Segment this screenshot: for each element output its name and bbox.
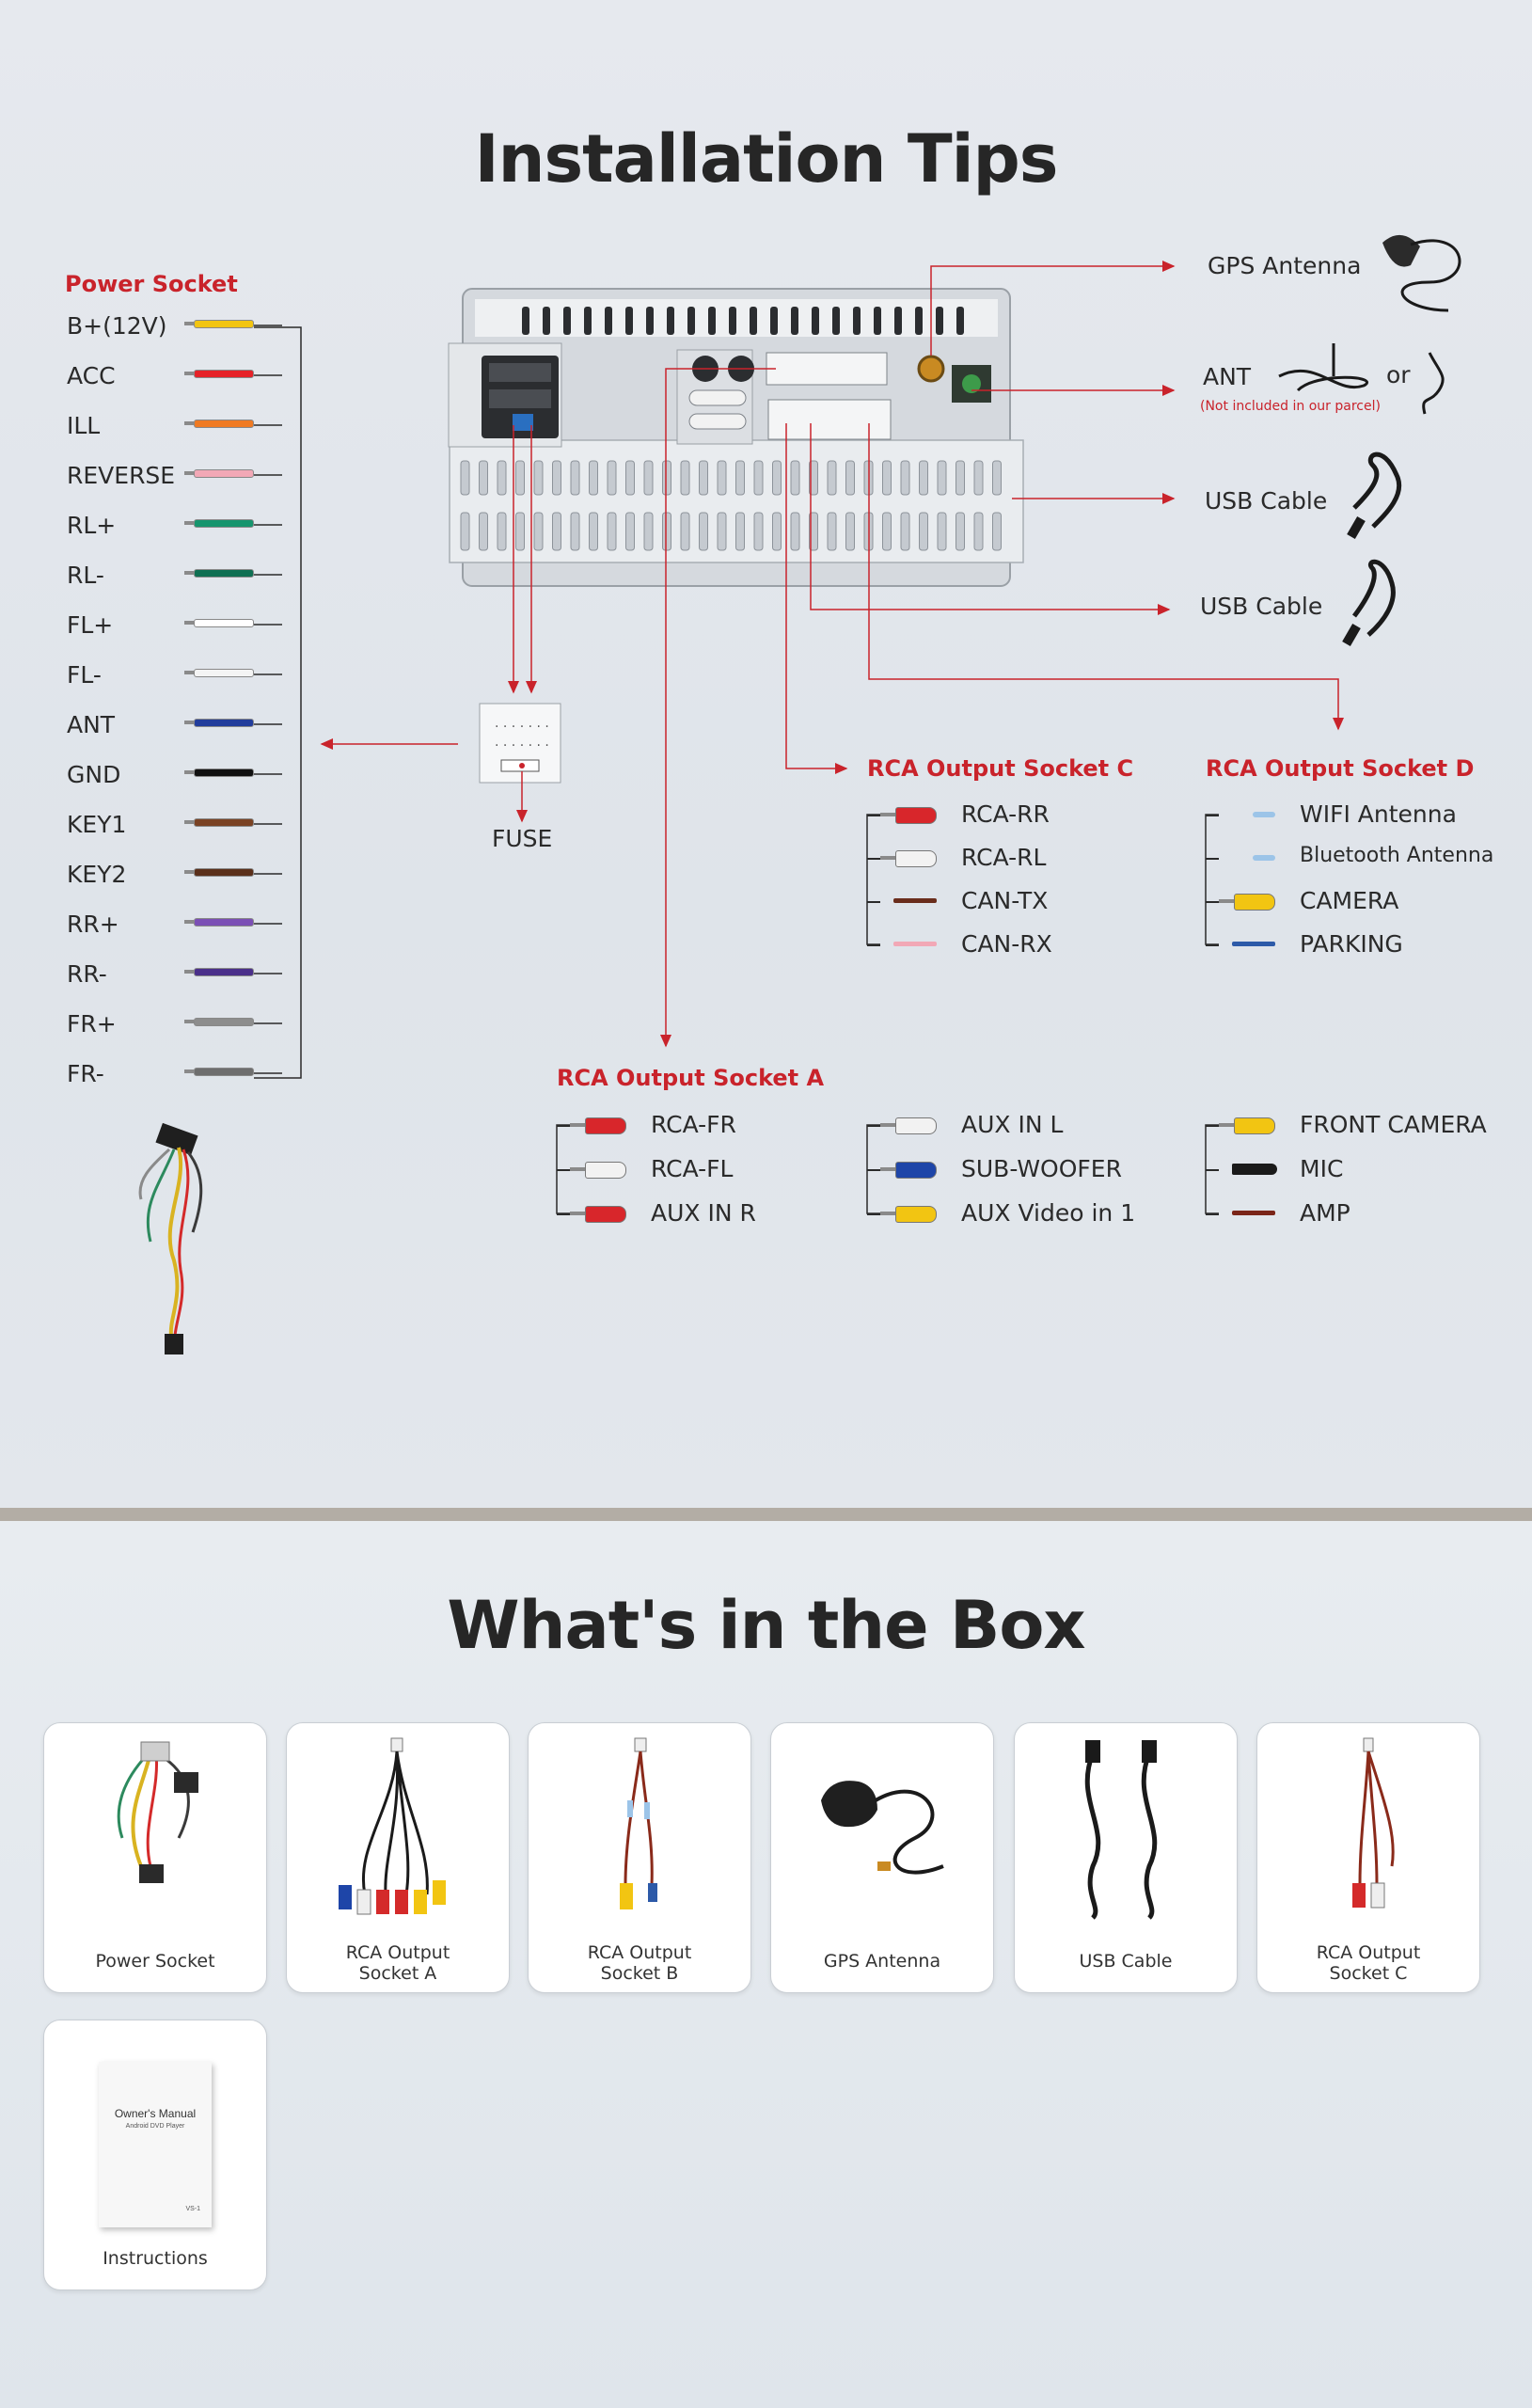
box-item-card	[43, 2020, 267, 2290]
bracket-tick	[867, 1169, 880, 1171]
ant-or-label: or	[1386, 361, 1411, 388]
socket-d-title: RCA Output Socket D	[1206, 755, 1475, 782]
socket-item-row	[880, 887, 1191, 914]
socket-item-label: CAN-RX	[961, 930, 1052, 958]
power-wire-label: RL-	[67, 562, 104, 589]
socket-item-row	[1219, 844, 1529, 867]
socket-item-label: RCA-FL	[651, 1155, 734, 1182]
bracket-tick	[867, 944, 880, 946]
socket-item-label: CAMERA	[1300, 887, 1399, 914]
socket-item-row	[880, 1111, 1191, 1138]
power-wire-label: B+(12V)	[67, 312, 167, 340]
socket-item-label: RCA-RL	[961, 844, 1047, 871]
socket-item-row	[1219, 800, 1529, 828]
manual-code: VS-1	[185, 2206, 200, 2212]
rca-socket-c-icon	[1257, 1735, 1479, 1927]
usb-cable-graphic-1	[1347, 454, 1399, 539]
svg-text:. . . . . . .: . . . . . . .	[495, 716, 549, 731]
socket-item-label: MIC	[1300, 1155, 1344, 1182]
rca-plug-body	[585, 1162, 626, 1179]
rca-plug-body	[1234, 1117, 1275, 1134]
wire-lead-icon	[893, 942, 937, 946]
usb-cable-label-1: USB Cable	[1205, 487, 1328, 515]
box-item-label: Instructions	[103, 2248, 208, 2269]
box-item-label-line2: Socket A	[358, 1963, 437, 1984]
usb-cable-icon	[1015, 1735, 1237, 1927]
box-item-card	[286, 1722, 510, 1993]
bracket-tick	[557, 1125, 570, 1127]
manual-icon	[99, 2062, 212, 2227]
box-item-card	[1014, 1722, 1238, 1993]
rca-plug-body	[895, 850, 937, 867]
usb-cable-label-2: USB Cable	[1200, 593, 1323, 620]
gps-antenna-icon	[771, 1735, 993, 1899]
power-socket-harness-icon	[44, 1735, 266, 1899]
socket-item-row	[570, 1111, 880, 1138]
bracket-tick	[1206, 944, 1219, 946]
power-socket-title: Power Socket	[65, 271, 238, 297]
power-wire-label: KEY2	[67, 861, 127, 888]
socket-item-label: PARKING	[1300, 930, 1403, 958]
manual-subtitle: Android DVD Player	[125, 2123, 185, 2130]
power-wire-label: ACC	[67, 362, 116, 389]
bracket-tick	[867, 901, 880, 903]
socket-item-row	[1219, 887, 1529, 914]
mic-plug-icon	[1232, 1164, 1277, 1175]
power-harness-graphic	[140, 1123, 201, 1354]
bracket-tick	[867, 1213, 880, 1215]
box-item-label-line2: Socket C	[1329, 1963, 1408, 1984]
bracket-tick	[867, 815, 880, 816]
socket-item-row	[880, 1155, 1191, 1182]
socket-item-label: WIFI Antenna	[1300, 800, 1457, 828]
power-wire-label: FR+	[67, 1010, 117, 1038]
head-unit-back	[449, 289, 1023, 586]
ant-note: (Not included in our parcel)	[1200, 399, 1381, 414]
bracket-tick	[867, 858, 880, 860]
rca-plug-body	[895, 807, 937, 824]
wire-lead-icon	[1232, 942, 1275, 946]
box-title: What's in the Box	[447, 1587, 1085, 1664]
power-wire-label: GND	[67, 761, 121, 788]
socket-item-label: SUB-WOOFER	[961, 1155, 1122, 1182]
bracket-tick	[1206, 1125, 1219, 1127]
usb-cable-graphic-2	[1342, 562, 1393, 646]
socket-c-title: RCA Output Socket C	[867, 755, 1134, 782]
rca-plug-body	[895, 1117, 937, 1134]
socket-item-row	[880, 800, 1191, 828]
power-wire-label: ILL	[67, 412, 101, 439]
power-wire-label: RR+	[67, 911, 119, 938]
socket-item-row	[880, 1199, 1191, 1227]
wire-lead-icon	[1232, 1211, 1275, 1215]
rca-plug-body	[585, 1206, 626, 1223]
socket-item-row	[1219, 1155, 1529, 1182]
section-divider	[0, 1508, 1532, 1521]
socket-item-label: AMP	[1300, 1199, 1350, 1227]
box-item-card	[528, 1722, 751, 1993]
bracket-tick	[557, 1169, 570, 1171]
socket-item-label: RCA-RR	[961, 800, 1050, 828]
box-item-label: GPS Antenna	[823, 1951, 941, 1972]
socket-item-row	[1219, 1111, 1529, 1138]
power-wire-label: RL+	[67, 512, 117, 539]
socket-item-row	[1219, 1199, 1529, 1227]
rca-plug-body	[895, 1162, 937, 1179]
socket-item-row	[570, 1199, 880, 1227]
socket-item-label: CAN-TX	[961, 887, 1049, 914]
bracket-tick	[1206, 1213, 1219, 1215]
fuse-box	[480, 704, 561, 783]
ant-label: ANT	[1203, 363, 1252, 390]
socket-item-row	[880, 844, 1191, 871]
box-item-label-line2: Socket B	[600, 1963, 679, 1984]
fuse-label: FUSE	[492, 825, 553, 852]
power-wire-label: KEY1	[67, 811, 127, 838]
wire-lead-icon	[893, 898, 937, 903]
power-wire-label: FL-	[67, 661, 102, 689]
socket-item-row	[1219, 930, 1529, 958]
box-item-label: USB Cable	[1079, 1951, 1173, 1972]
antenna-plug-icon	[1253, 812, 1275, 817]
box-item-label: RCA Output	[1316, 1942, 1421, 1963]
socket-item-label: RCA-FR	[651, 1111, 736, 1138]
socket-item-label: AUX Video in 1	[961, 1199, 1136, 1227]
box-item-label: RCA Output	[587, 1942, 692, 1963]
manual-title: Owner's Manual	[114, 2107, 197, 2120]
box-item-card	[43, 1722, 267, 1993]
installation-title: Installation Tips	[474, 120, 1058, 198]
gps-antenna-graphic	[1382, 235, 1460, 310]
power-wire-label: REVERSE	[67, 462, 176, 489]
rca-plug-body	[1234, 894, 1275, 911]
socket-item-row	[570, 1155, 880, 1182]
power-wire-label: ANT	[67, 711, 116, 738]
svg-text:. . . . . . .: . . . . . . .	[495, 735, 549, 750]
box-item-card	[770, 1722, 994, 1993]
socket-a-title: RCA Output Socket A	[557, 1065, 825, 1091]
box-item-card	[1256, 1722, 1480, 1993]
rca-socket-a-icon	[287, 1735, 509, 1927]
gps-antenna-label: GPS Antenna	[1208, 252, 1362, 279]
rca-socket-b-icon	[529, 1735, 750, 1927]
socket-item-label: AUX IN L	[961, 1111, 1064, 1138]
box-item-label: RCA Output	[345, 1942, 450, 1963]
socket-item-label: Bluetooth Antenna	[1300, 844, 1494, 867]
power-wire-label: RR-	[67, 960, 107, 988]
bracket-tick	[1206, 901, 1219, 903]
socket-item-row	[880, 930, 1191, 958]
antenna-plug-icon	[1253, 855, 1275, 861]
bracket-tick	[867, 1125, 880, 1127]
bracket-tick	[1206, 815, 1219, 816]
bracket-tick	[557, 1213, 570, 1215]
box-item-label: Power Socket	[95, 1951, 215, 1972]
rca-plug-body	[585, 1117, 626, 1134]
power-wire-label: FL+	[67, 611, 114, 639]
rca-plug-body	[895, 1206, 937, 1223]
power-wire-label: FR-	[67, 1060, 104, 1087]
socket-item-label: AUX IN R	[651, 1199, 756, 1227]
bracket-tick	[1206, 858, 1219, 860]
bracket-tick	[1206, 1169, 1219, 1171]
socket-item-label: FRONT CAMERA	[1300, 1111, 1487, 1138]
